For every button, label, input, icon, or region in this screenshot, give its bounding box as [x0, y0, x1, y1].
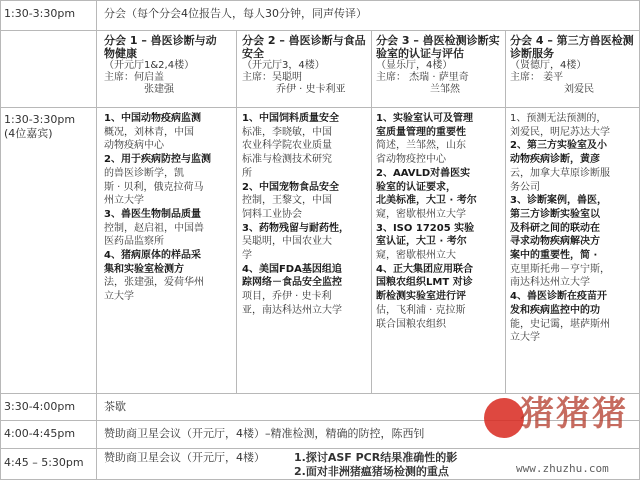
session-venue: （显乐厅，4楼） — [376, 60, 453, 71]
talk-line: 动物疾病诊断，黄彦 — [510, 154, 600, 166]
talk-line: 亚，南达科达州立大学 — [242, 304, 342, 316]
talk-line: 踪网络－食品安全监控 — [242, 277, 342, 289]
talk-line: 控制，王黎文，中国 — [242, 195, 332, 207]
talk-line: 概况，刘林青，中国 — [104, 126, 194, 138]
session-header-1 — [104, 34, 234, 96]
watermark-url: www.zhuzhu.com — [516, 462, 609, 475]
talk-line: 控制，赵启祖，中国兽 — [104, 222, 204, 234]
row-description: 赞助商卫星会议（开元厅，4楼） — [104, 451, 265, 464]
talk-line: 2、用于疾病防控与监测 — [104, 154, 211, 166]
session-chair: 主席： 姜平 — [510, 72, 564, 83]
talk-line: 标准，李晓敏，中国 — [242, 126, 332, 138]
talk-line: 州立大学 — [104, 195, 144, 207]
talk-line: 第三方诊断实验室以 — [510, 208, 600, 220]
session-title: 分会 2 – 兽医诊断与食品 — [242, 34, 366, 47]
talk-line: 医药品监察所 — [104, 236, 164, 248]
talk-list-session-2 — [242, 112, 370, 318]
talk-line: 1、实验室认可及管理 — [376, 113, 473, 124]
row-time: 1:30-3:30pm — [4, 7, 76, 20]
talk-line: 室认证，大卫 · 考尔 — [376, 236, 467, 248]
grid-line — [96, 0, 97, 480]
session-venue: （贤德厅，4楼） — [510, 60, 587, 71]
session-title: 物健康 — [104, 47, 137, 60]
talk-line: 1、中国动物疫病监测 — [104, 113, 201, 124]
sponsor-talk: 1.探讨ASF PCR结果准确性的影 — [294, 451, 458, 464]
talk-line: 案中的重要性，简 · — [510, 250, 598, 262]
talk-line: 窥，密歇根州立大 — [376, 250, 456, 262]
session-chair: 主席：何启盖 — [104, 72, 164, 83]
talk-line: 4、美国FDA基因组追 — [242, 263, 342, 275]
session-header-3 — [376, 34, 504, 96]
talk-line: 南达科达州立大学 — [510, 277, 590, 289]
talk-line: 室质量管理的重要性 — [376, 126, 466, 138]
talk-line: 动物疫病中心 — [104, 140, 164, 152]
session-title: 分会 3 – 兽医检测诊断实 — [376, 34, 500, 47]
talk-list-session-1 — [104, 112, 234, 304]
sponsor-talk: 2.面对非洲猪瘟猪场检测的重点 — [294, 465, 449, 478]
session-venue: （开元厅3，4楼） — [242, 60, 325, 71]
session-title: 验室的认证与评估 — [376, 47, 464, 60]
session-chair: 兰邹然 — [430, 84, 460, 95]
session-title: 安全 — [242, 47, 264, 60]
talk-line: 法，张建强，爱荷华州 — [104, 277, 204, 289]
talk-line: 能，史记霭，堪萨斯州 — [510, 318, 610, 330]
session-title: 分会 4 – 第三方兽医检测 — [510, 34, 634, 47]
talk-line: 寻求动物疾病解决方 — [510, 236, 600, 248]
talk-line: 省动物疫控中心 — [376, 154, 446, 166]
talk-line: 窥，密歇根州立大学 — [376, 208, 466, 220]
session-title: 分会 1 – 兽医诊断与动 — [104, 34, 217, 47]
session-header-2 — [242, 34, 370, 96]
talk-line: 1、预测无法预测的， — [510, 113, 607, 124]
watermark-brand: 猪猪猪 — [520, 394, 628, 434]
session-chair: 乔伊 · 史卡利亚 — [276, 84, 346, 95]
talk-line: 2、中国宠物食品安全 — [242, 181, 339, 193]
session-chair: 主席：吴聪明 — [242, 72, 302, 83]
talk-line: 及科研之间的联动在 — [510, 222, 600, 234]
talk-line: 农业科学院农业质量 — [242, 140, 332, 152]
talk-list-session-3 — [376, 112, 504, 331]
talk-line: 联合国粮农组织 — [376, 318, 446, 330]
grid-line — [236, 30, 237, 393]
talk-line: 项目，乔伊 · 史卡利 — [242, 291, 332, 303]
talk-line: 所 — [242, 167, 252, 179]
talk-line: 简述，兰邹然，山东 — [376, 140, 466, 152]
session-chair: 主席： 杰瑞 · 萨里奇 — [376, 72, 469, 83]
row-time: 3:30-4:00pm — [4, 400, 76, 413]
watermark-logo-icon — [484, 398, 524, 438]
row-time: 4:00-4:45pm — [4, 427, 76, 440]
talk-line: 4、正大集团应用联合 — [376, 263, 473, 275]
talk-list-session-4 — [510, 112, 638, 345]
talk-line: 估，飞利浦 · 克拉斯 — [376, 304, 466, 316]
talks-time-cell — [4, 113, 94, 141]
grid-line — [0, 0, 1, 480]
talk-line: 验室的认证要求， — [376, 181, 456, 193]
grid-line — [371, 30, 372, 393]
talk-line: 北美标准，大卫 · 考尔 — [376, 195, 477, 207]
talk-line: 学 — [242, 250, 252, 262]
talk-line: 集和实验室检测方 — [104, 263, 184, 275]
session-chair: 张建强 — [144, 84, 174, 95]
talk-line: 3、药物残留与耐药性， — [242, 222, 349, 234]
talk-line: 吴聪明，中国农业大 — [242, 236, 332, 248]
talk-line: 务公司 — [510, 181, 540, 193]
row-description: 茶歇 — [104, 400, 126, 413]
talk-line: 克里斯托弗－亨宁斯， — [510, 263, 610, 275]
talk-line: 3、兽医生物制品质量 — [104, 208, 201, 220]
talk-line: 国粮农组织LMT 对诊 — [376, 277, 473, 289]
talk-line: 4、猪病原体的样品采 — [104, 250, 201, 262]
sponsor-talk-list — [294, 451, 504, 479]
talk-line: 饲料工业协会 — [242, 208, 302, 220]
row-time: 1:30-3:30pm — [4, 113, 76, 126]
talk-line: 断检测实验室进行评 — [376, 291, 466, 303]
talk-line: 3、ISO 17205 实验 — [376, 222, 475, 234]
talk-line: 3、诊断案例，兽医， — [510, 195, 607, 207]
row-time: 4:45 – 5:30pm — [4, 456, 84, 469]
talk-line: 发和疾病监控中的功 — [510, 304, 600, 316]
talk-line: 1、中国饲料质量安全 — [242, 113, 339, 124]
talk-line: 标准与检测技术研究 — [242, 154, 332, 166]
guest-count: (4位嘉宾) — [4, 127, 53, 140]
talk-line: 2、第三方实验室及小 — [510, 140, 607, 152]
talk-line: 斯 · 贝利，俄克拉荷马 — [104, 181, 204, 193]
talk-line: 的兽医诊断学，凯 — [104, 167, 184, 179]
talk-line: 立大学 — [510, 332, 540, 344]
session-venue: （开元厅1&2,4楼） — [104, 60, 195, 71]
talk-line: 4、兽医诊断在疫苗开 — [510, 291, 607, 303]
session-title: 诊断服务 — [510, 47, 554, 60]
talk-line: 刘爱民，明尼苏达大学 — [510, 126, 610, 138]
talk-line: 2、AAVLD对兽医实 — [376, 167, 471, 179]
session-chair: 刘爱民 — [564, 84, 594, 95]
row-description: 分会（每个分会4位报告人，每人30分钟，同声传译） — [104, 7, 367, 20]
row-description: 赞助商卫星会议（开元厅，4楼）–精准检测，精确的防控，陈西钊 — [104, 427, 425, 440]
grid-line — [505, 30, 506, 393]
talk-line: 立大学 — [104, 291, 134, 303]
session-header-4 — [510, 34, 638, 96]
talk-line: 云，加拿大草原诊断服 — [510, 167, 610, 179]
